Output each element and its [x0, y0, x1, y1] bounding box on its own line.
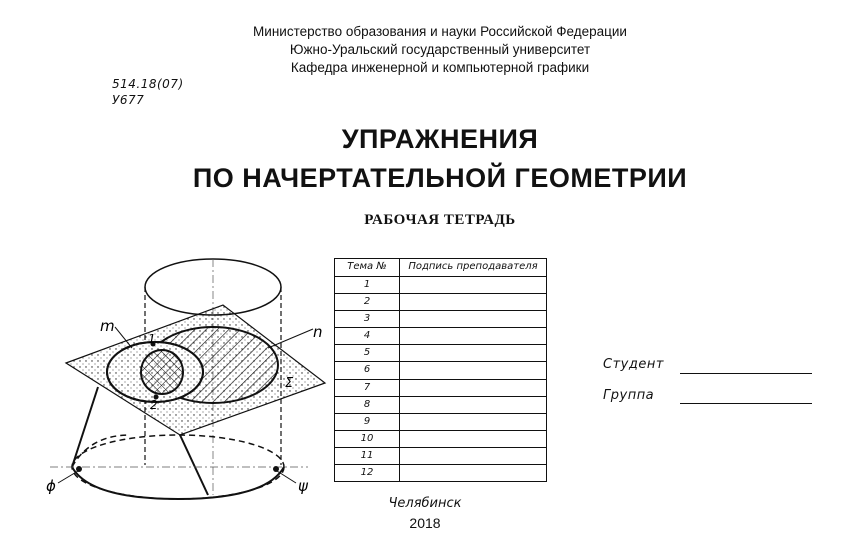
signature-cell[interactable]	[400, 362, 546, 378]
topic-number: 11	[335, 448, 400, 464]
signature-cell[interactable]	[400, 294, 546, 310]
table-row	[335, 293, 546, 310]
geometry-illustration	[30, 245, 335, 520]
intersection-region	[141, 350, 183, 394]
ministry-text: Министерство образования и науки Российской Федерации	[253, 24, 627, 39]
student-label: Студент	[603, 357, 664, 372]
label-phi: ϕ	[46, 477, 56, 495]
signature-cell[interactable]	[400, 448, 546, 464]
group-label: Группа	[603, 388, 655, 403]
label-psi: ψ	[298, 477, 308, 495]
table-row	[335, 447, 546, 464]
signature-cell[interactable]	[400, 414, 546, 430]
university-text: Южно-Уральский государственный университет	[289, 42, 591, 57]
topic-number: 2	[335, 294, 400, 310]
signature-cell[interactable]	[400, 277, 546, 293]
city-text: Челябинск	[388, 496, 462, 511]
table-row	[335, 379, 546, 396]
topic-number: 6	[335, 362, 400, 378]
title-line-2: ПО НАЧЕРТАТЕЛЬНОЙ ГЕОМЕТРИИ	[192, 163, 688, 193]
group-name-line[interactable]	[680, 403, 812, 404]
table-row	[335, 310, 546, 327]
table-header-row	[335, 259, 546, 276]
table-row	[335, 276, 546, 293]
signature-cell[interactable]	[400, 311, 546, 327]
library-code: У677	[112, 93, 145, 107]
topic-number: 8	[335, 397, 400, 413]
topic-number: 9	[335, 414, 400, 430]
topic-number: 10	[335, 431, 400, 447]
topic-number: 12	[335, 465, 400, 481]
workbook-subtitle: РАБОЧАЯ ТЕТРАДЬ	[364, 212, 516, 228]
topic-number: 7	[335, 380, 400, 396]
signature-cell[interactable]	[400, 397, 546, 413]
table-row	[335, 413, 546, 430]
topic-number: 4	[335, 328, 400, 344]
label-m: m	[100, 317, 115, 335]
signature-header: Подпись преподавателя	[408, 261, 538, 272]
table-row	[335, 327, 546, 344]
signature-cell[interactable]	[400, 380, 546, 396]
year-text: 2018	[409, 515, 441, 531]
topics-signature-table	[334, 258, 547, 482]
title-line-1: УПРАЖНЕНИЯ	[341, 124, 539, 154]
topic-number: 3	[335, 311, 400, 327]
signature-cell[interactable]	[400, 431, 546, 447]
label-2: 2	[150, 398, 158, 412]
signature-cell[interactable]	[400, 465, 546, 481]
signature-cell[interactable]	[400, 345, 546, 361]
signature-cell[interactable]	[400, 328, 546, 344]
table-row	[335, 396, 546, 413]
topic-number: 1	[335, 277, 400, 293]
label-1: 1	[148, 332, 156, 346]
table-row	[335, 344, 546, 361]
table-row	[335, 430, 546, 447]
label-n: n	[313, 323, 323, 341]
table-row	[335, 464, 546, 481]
topic-number: 5	[335, 345, 400, 361]
table-row	[335, 361, 546, 378]
topic-number-header: Тема №	[335, 259, 400, 276]
udc-code: 514.18(07)	[112, 77, 184, 91]
student-name-line[interactable]	[680, 373, 812, 374]
department-text: Кафедра инженерной и компьютерной графики	[290, 60, 590, 75]
label-sigma: Σ	[285, 376, 294, 391]
